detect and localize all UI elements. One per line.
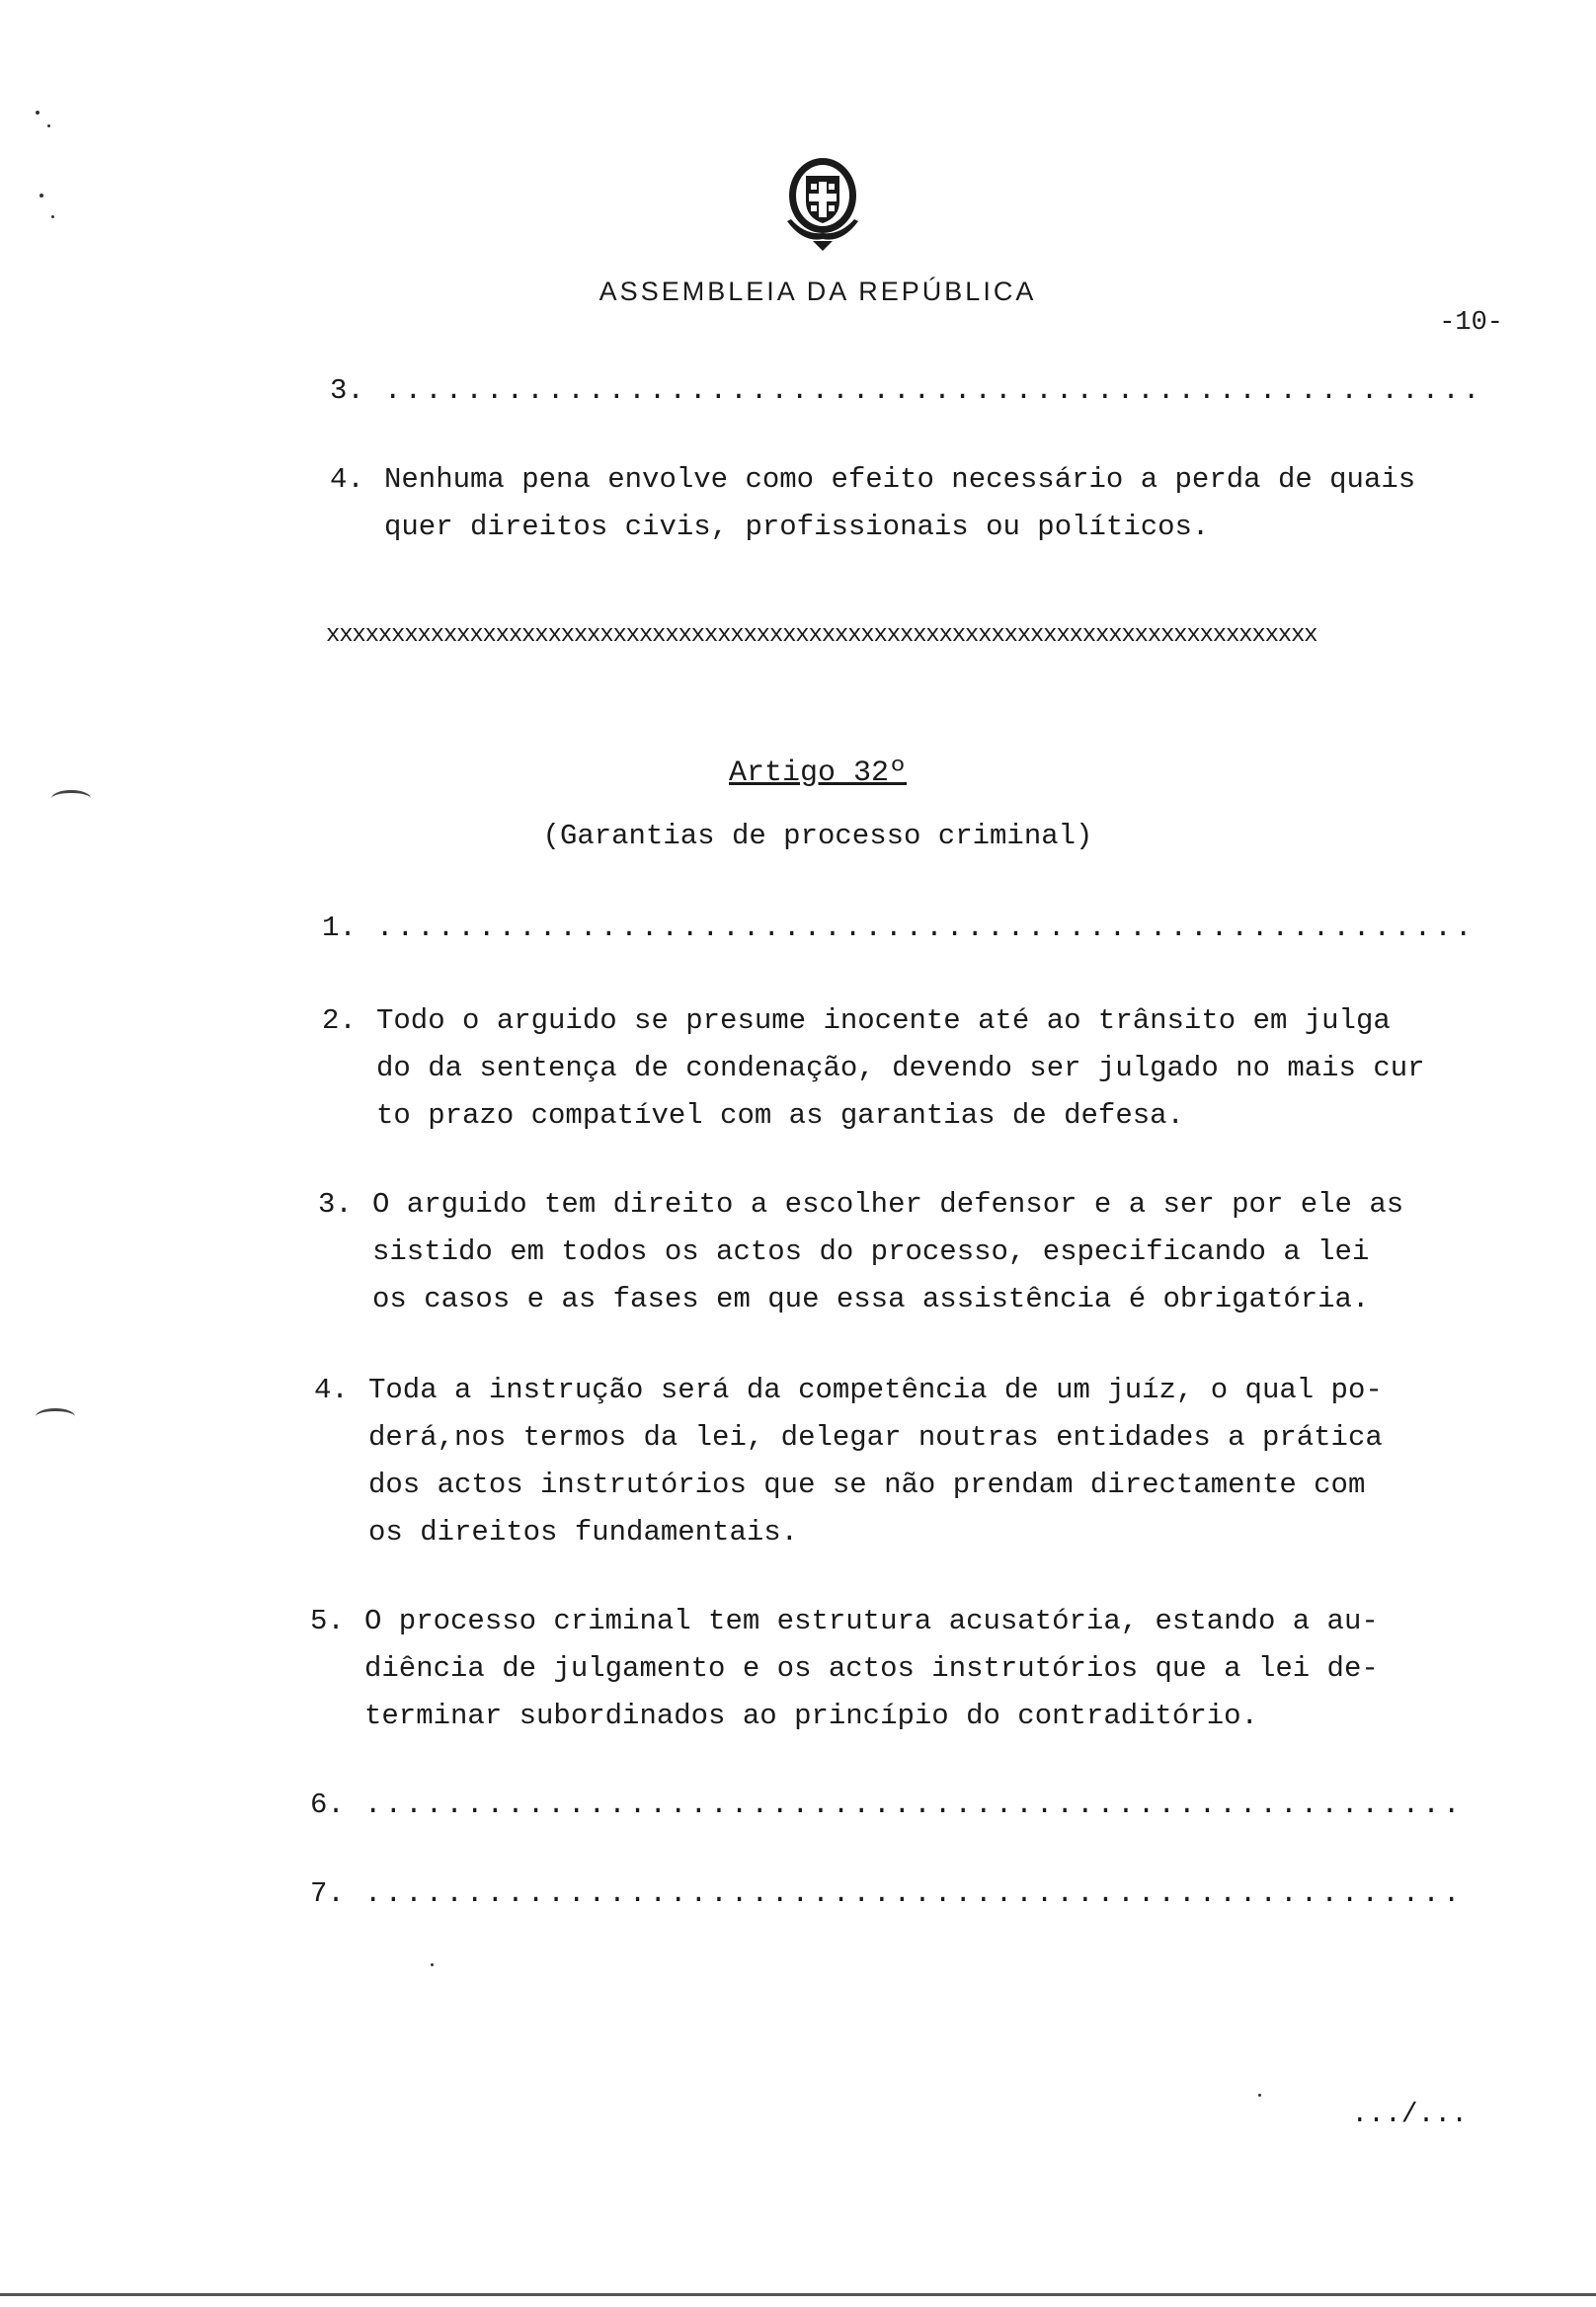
item-dots: ...................................................... (376, 912, 1476, 944)
item-dots: ...................................................... (364, 1789, 1464, 1821)
scan-speck (36, 111, 40, 115)
scan-mark (36, 1408, 75, 1425)
scan-speck (431, 1963, 434, 1966)
scan-mark (51, 790, 91, 807)
page-number: -10- (1439, 308, 1503, 338)
continuation-mark: .../... (1351, 2100, 1468, 2130)
scan-speck (47, 124, 50, 127)
article-subtitle: (Garantias de processo criminal) (542, 820, 1093, 852)
article-title-text: Artigo 32º (728, 756, 908, 790)
list-item (322, 905, 1476, 952)
item-line: terminar subordinados ao princípio do contraditório. (364, 1700, 1258, 1732)
item-line: os direitos fundamentais. (368, 1516, 799, 1549)
header-title: ASSEMBLEIA DA REPÚBLICA (598, 277, 1037, 306)
item-line: dos actos instrutórios que se não prendam directamente com (368, 1469, 1366, 1501)
item-line: diência de julgamento e os actos instrutórios que a lei de- (364, 1652, 1379, 1685)
item-line: do da sentença de condenação, devendo ser julgado no mais cur (376, 1052, 1425, 1084)
bottom-rule (0, 2293, 1596, 2296)
list-item (310, 1782, 1464, 1829)
item-line: sistido em todos os actos do processo, especificando a lei (372, 1235, 1370, 1268)
list-item (318, 1181, 1403, 1323)
scan-speck (1258, 2094, 1261, 2097)
list-item (322, 997, 1425, 1140)
item-dots: ...................................................... (384, 374, 1483, 407)
item-number: 3. (318, 1188, 353, 1221)
item-number: 3. (330, 374, 364, 407)
item-line: Toda a instrução será da competência de um juíz, o qual po- (368, 1374, 1383, 1406)
item-number: 2. (322, 1004, 357, 1037)
coat-of-arms-icon (773, 152, 872, 255)
list-item (314, 1367, 1383, 1556)
item-number: 5. (310, 1605, 345, 1637)
item-dots: ...................................................... (364, 1877, 1464, 1910)
scan-speck (51, 215, 54, 218)
item-number: 6. (310, 1789, 345, 1821)
item-number: 1. (322, 912, 357, 944)
item-line: to prazo compatível com as garantias de defesa. (376, 1099, 1184, 1132)
item-line: Nenhuma pena envolve como efeito necessário a perda de quais (384, 463, 1416, 496)
scan-speck (40, 194, 43, 198)
article-title (0, 756, 1596, 790)
separator-line: xxxxxxxxxxxxxxxxxxxxxxxxxxxxxxxxxxxxxxxxxxxxxxxxxxxxxxxxxxxxxxxxxxxxxxxxxxxx (326, 622, 1317, 649)
list-item (330, 367, 1483, 415)
list-item (330, 456, 1415, 551)
item-line: os casos e as fases em que essa assistência é obrigatória. (372, 1283, 1370, 1315)
item-number: 4. (330, 463, 364, 496)
item-number: 7. (310, 1877, 345, 1910)
item-number: 4. (314, 1374, 349, 1406)
list-item (310, 1598, 1379, 1740)
item-line: O processo criminal tem estrutura acusatória, estando a au- (364, 1605, 1379, 1637)
item-line: quer direitos civis, profissionais ou políticos. (384, 511, 1210, 543)
item-line: Todo o arguido se presume inocente até ao trânsito em julga (376, 1004, 1391, 1037)
item-line: derá,nos termos da lei, delegar noutras entidades a prática (368, 1421, 1383, 1454)
item-line: O arguido tem direito a escolher defensor e a ser por ele as (372, 1188, 1404, 1221)
list-item (310, 1870, 1464, 1918)
